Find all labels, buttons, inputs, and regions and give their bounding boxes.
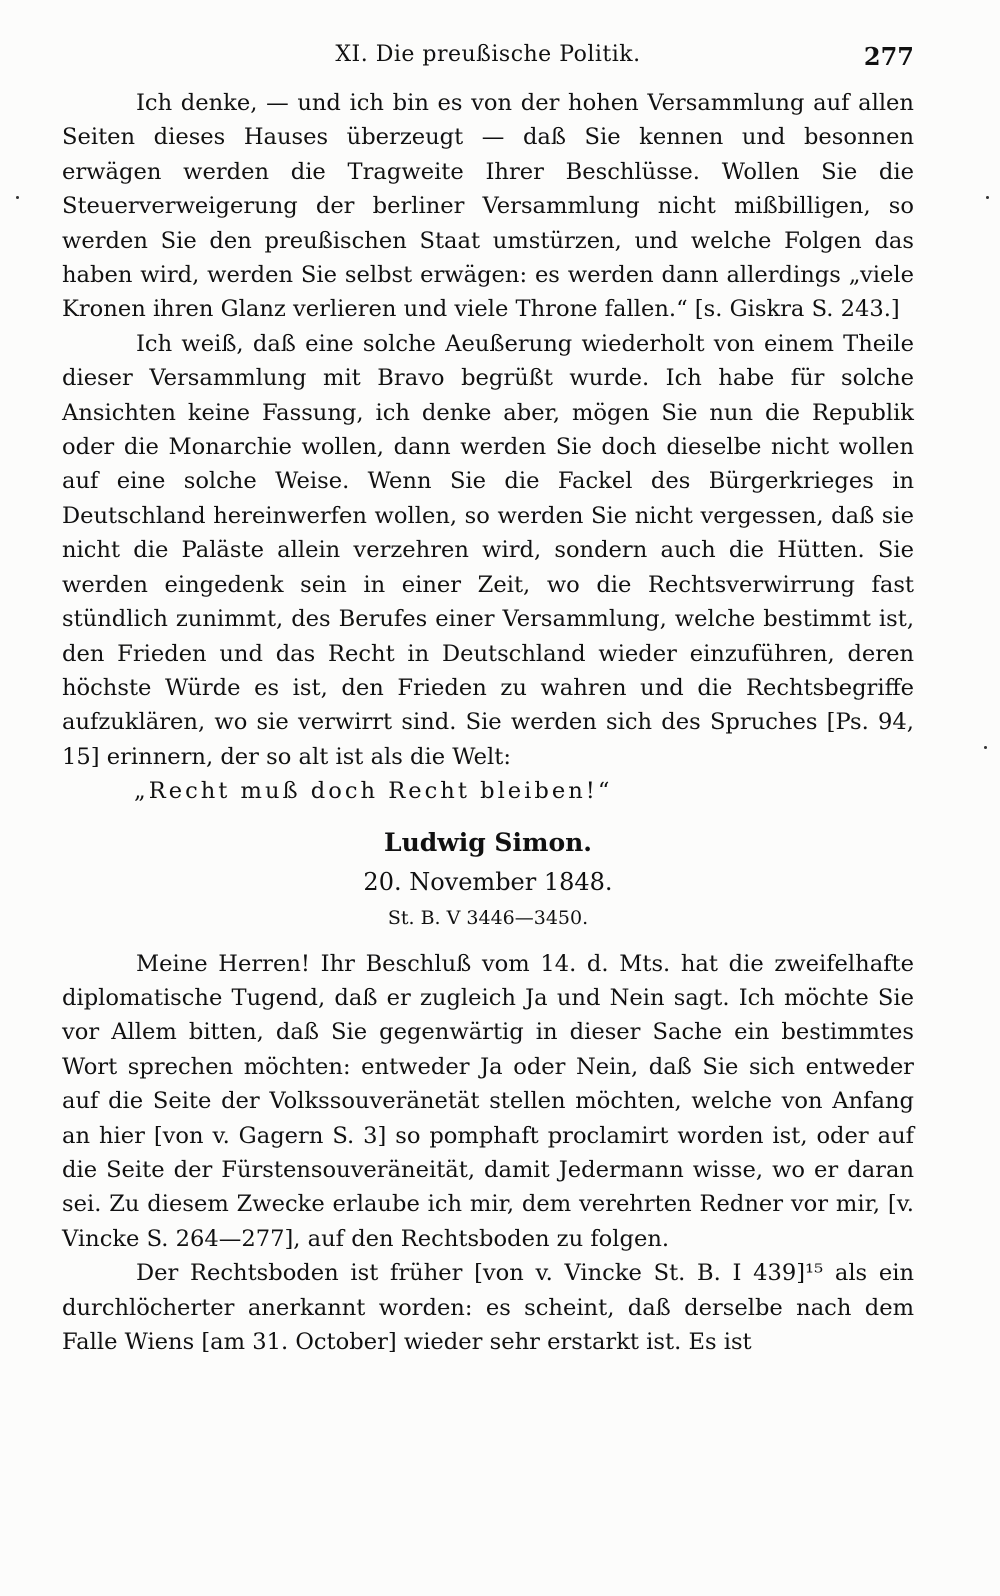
margin-speck [984,746,987,749]
speaker-name: Ludwig Simon. [384,827,592,857]
page-number: 277 [863,42,914,71]
running-header [62,38,914,86]
body-text [62,86,914,1359]
paragraph: Der Rechtsboden ist früher [von v. Vincke St. B. I 439]¹⁵ als ein durchlöcherter anerkannt worden: es scheint, daß derselbe nach dem Falle Wiens [am 31. October] wieder sehr erstarkt ist. Es ist [62,1260,914,1355]
paragraph: Ich weiß, daß eine solche Aeußerung wiederholt von einem Theile dieser Versammlung mit Bravo begrüßt wurde. Ich habe für solche Ansichten keine Fassung, ich denke aber, mögen Sie nun die Republik oder die Monarchie wollen, dann werden Sie doch dieselbe nicht wollen auf eine solche Weise. Wenn Sie die Fackel des Bürgerkrieges in Deutschland hereinwerfen wollen, so werden Sie nicht vergessen, daß sie nicht die Paläste allein verzehren wird, sondern auch die Hütten. Sie werden eingedenk sein in einer Zeit, wo die Rechtsverwirrung fast stündlich zunimmt, des Berufes einer Versammlung, welche bestimmt ist, den Frieden und das Recht in Deutschland wieder einzuführen, deren höchste Würde es ist, den Frieden zu wahren und die Rechtsbegriffe aufzuklären, wo sie verwirrt sind. Sie werden sich des Spruches [Ps. 94, 15] erinnern, der so alt ist als die Welt: [62,330,914,770]
margin-speck [986,196,989,199]
quote-line: „Recht muß doch Recht bleiben!“ [134,778,613,805]
paragraph: Ich denke, — und ich bin es von der hohen Versammlung auf allen Seiten dieses Hauses überzeugt — daß Sie kennen und besonnen erwägen werden die Tragweite Ihrer Beschlüsse. Wollen Sie die Steuerverweigerung der berliner Versammlung nicht mißbilligen, so werden Sie den preußischen Staat umstürzen, und welche Folgen das haben wird, werden Sie selbst erwägen: es werden dann allerdings „viele Kronen ihren Glanz verlieren und viele Throne fallen.“ [s. Giskra S. 243.] [62,90,914,323]
speech-header [62,823,914,935]
stenographic-reference: St. B. V 3446—3450. [387,906,589,929]
book-page [62,38,914,1359]
speech-date: 20. November 1848. [363,867,613,896]
margin-speck [16,196,19,199]
paragraph: Meine Herren! Ihr Beschluß vom 14. d. Mts. hat die zweifelhafte diplomatische Tugend, daß er zugleich Ja und Nein sagt. Ich möchte Sie vor Allem bitten, daß Sie gegenwärtig in dieser Sache ein bestimmtes Wort sprechen möchten: entweder Ja oder Nein, daß Sie sich entweder auf die Seite der Volkssouveränetät stellen möchten, welche von Anfang an hier [von v. Gagern S. 3] so pomphaft proclamirt worden ist, oder auf die Seite der Fürstensouveräneität, damit Jedermann wisse, wo er daran sei. Zu diesem Zwecke erlaube ich mir, dem verehrten Redner vor mir, [v. Vincke S. 264—277], auf den Rechtsboden zu folgen. [62,950,914,1252]
running-title: XI. Die preußische Politik. [335,42,641,67]
